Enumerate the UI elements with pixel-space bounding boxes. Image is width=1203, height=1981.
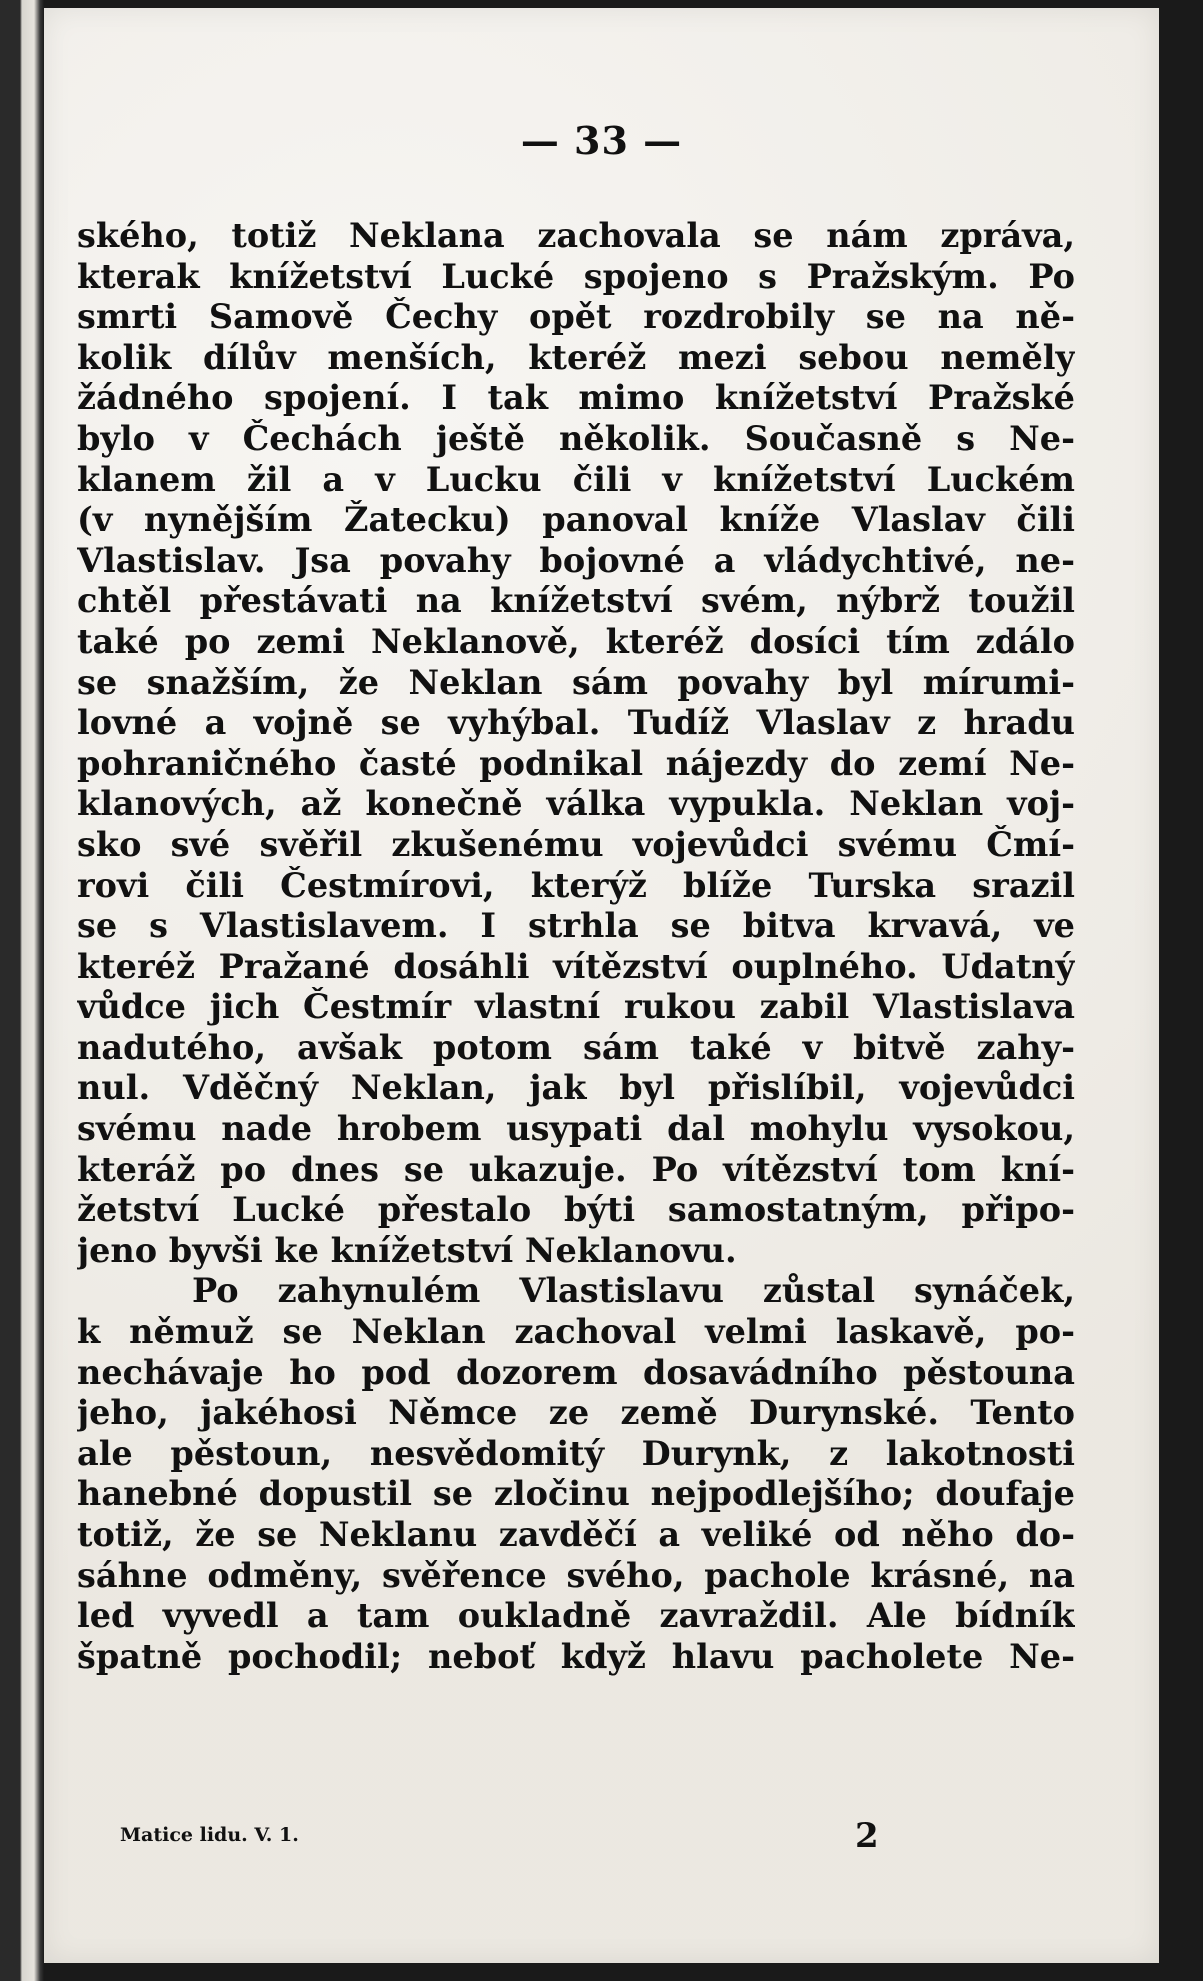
book-page xyxy=(44,8,1159,1963)
page-number-header: — 33 — xyxy=(520,118,683,163)
page-body-text xyxy=(77,216,1075,1677)
text-line: k němuž se Neklan zachoval velmi laskavě, po- xyxy=(77,1312,1075,1352)
text-line: jeno byvši ke knížetství Neklanovu. xyxy=(77,1230,737,1270)
text-line: hanebné dopustil se zločinu nejpodlejšího; doufaje xyxy=(77,1474,1075,1514)
text-line: nechávaje ho pod dozorem dosavádního pěstouna xyxy=(77,1352,1075,1392)
text-line: svému nade hrobem usypati dal mohylu vysokou, xyxy=(77,1109,1075,1149)
text-line: rovi čili Čestmírovi, kterýž blíže Turska srazil xyxy=(77,865,1075,905)
text-line: Po zahynulém Vlastislavu zůstal synáček, xyxy=(192,1271,1075,1311)
text-line: pohraničného časté podnikal nájezdy do zemí Ne- xyxy=(77,743,1075,783)
text-line: špatně pochodil; neboť když hlavu pacholete Ne- xyxy=(77,1636,1075,1676)
text-line: nul. Vděčný Neklan, jak byl přislíbil, vojevůdci xyxy=(77,1068,1075,1108)
text-line: se s Vlastislavem. I strhla se bitva krvavá, ve xyxy=(77,906,1075,946)
page-edge-left xyxy=(0,0,44,1981)
text-line: totiž, že se Neklanu zavděčí a veliké od něho do- xyxy=(77,1515,1075,1554)
text-line: se snažším, že Neklan sám povahy byl mírumi- xyxy=(77,662,1075,702)
sheet-signature-number: 2 xyxy=(855,1816,879,1856)
text-line: bylo v Čechách ještě několik. Současně s Ne- xyxy=(77,418,1075,458)
text-line: kolik dílův menších, kteréž mezi sebou neměly xyxy=(77,337,1075,377)
text-line: klanových, až konečně válka vypukla. Neklan voj- xyxy=(77,784,1075,824)
text-line: jeho, jakéhosi Němce ze země Durynské. Tento xyxy=(77,1393,1075,1433)
text-line: sáhne odměny, svěřence svého, pachole krásné, na xyxy=(77,1555,1075,1595)
text-line: led vyvedl a tam oukladně zavraždil. Ale bídník xyxy=(77,1596,1075,1636)
text-line: smrti Samově Čechy opět rozdrobily se na ně- xyxy=(77,297,1075,337)
text-line: žetství Lucké přestalo býti samostatným, připo- xyxy=(77,1190,1075,1230)
text-line: klanem žil a v Lucku čili v knížetství Luckém xyxy=(77,459,1075,499)
text-line: žádného spojení. I tak mimo knížetství Pražské xyxy=(77,378,1075,418)
text-line: kteréž Pražané dosáhli vítězství ouplného. Udatný xyxy=(77,946,1075,986)
printer-signature: Matice lidu. V. 1. xyxy=(120,1824,299,1846)
text-line: Vlastislav. Jsa povahy bojovné a vládychtivé, ne- xyxy=(77,540,1075,580)
text-line: (v nynějším Žatecku) panoval kníže Vlaslav čili xyxy=(77,500,1075,540)
text-line: chtěl přestávati na knížetství svém, nýbrž toužil xyxy=(77,581,1075,621)
text-line: ale pěstoun, nesvědomitý Durynk, z lakotnosti xyxy=(77,1433,1075,1473)
page-edge-right xyxy=(1159,0,1203,1981)
text-line: sko své svěřil zkušenému vojevůdci svému Čmí- xyxy=(77,824,1075,864)
text-line: vůdce jich Čestmír vlastní rukou zabil Vlastislava xyxy=(77,987,1075,1027)
text-line: také po zemi Neklanově, kteréž dosíci tím zdálo xyxy=(77,621,1075,661)
text-line: nadutého, avšak potom sám také v bitvě zahy- xyxy=(77,1027,1075,1067)
text-line: lovné a vojně se vyhýbal. Tudíž Vlaslav z hradu xyxy=(77,703,1075,743)
text-line: kterak knížetství Lucké spojeno s Pražským. Po xyxy=(77,256,1075,296)
text-line: kteráž po dnes se ukazuje. Po vítězství tom kní- xyxy=(77,1149,1075,1189)
text-line: ského, totiž Neklana zachovala se nám zpráva, xyxy=(77,216,1075,255)
